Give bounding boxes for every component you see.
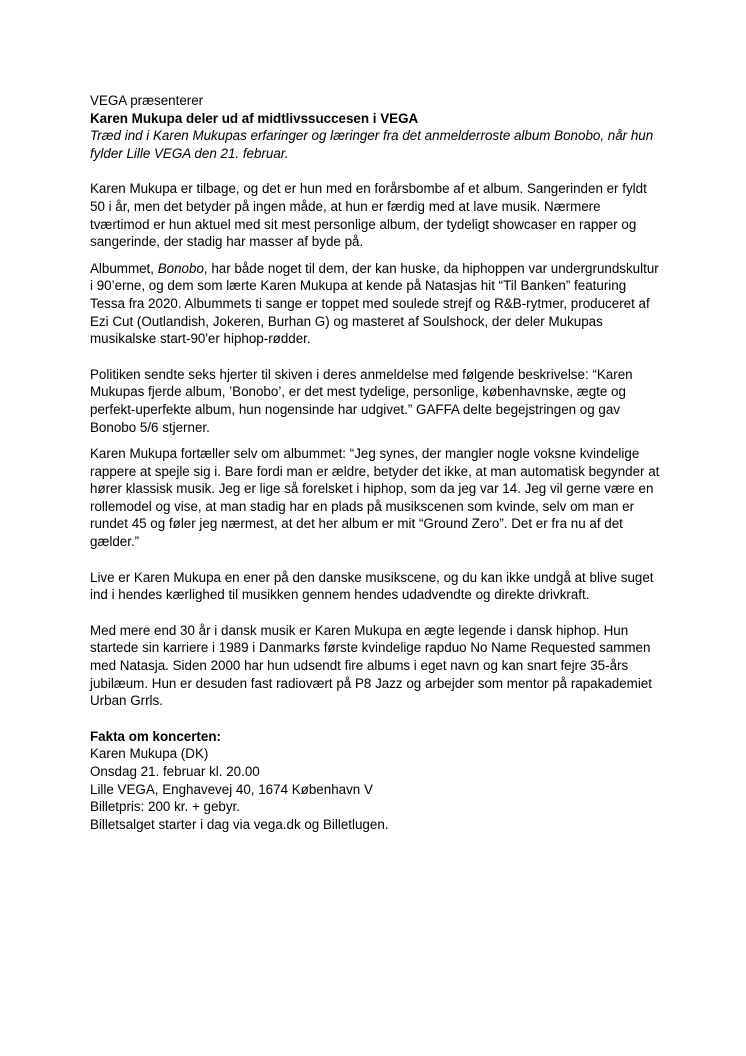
presenter-line: VEGA præsenterer: [90, 93, 204, 108]
facts-line-venue: Lille VEGA, Enghavevej 40, 1674 København V: [90, 781, 373, 797]
paragraph-career: Med mere end 30 år i dansk musik er Karen Mukupa en ægte legende i dansk hiphop. Hun startede sin karriere i 1989 i Danmarks første kvindelige rapduo No Name Requested sammen med Natasja. Siden 2000 har hun udsendt fire albums i eget navn og kan snart fejre 35-års jubilæum. Hun er desuden fast radiovært på P8 Jazz og arbejder som mentor på rapakademiet Urban Grrls.: [90, 622, 652, 709]
paragraph-album: [90, 260, 660, 348]
album-title: Bonobo: [157, 260, 204, 276]
facts-line-sale: Billetsalget starter i dag via vega.dk og Billetlugen.: [90, 816, 389, 832]
paragraph-album-before: Albummet,: [90, 260, 158, 276]
headline: Karen Mukupa deler ud af midtlivssuccesen i VEGA: [90, 110, 419, 126]
press-release: [90, 92, 660, 833]
facts-heading: Fakta om koncerten:: [90, 728, 221, 744]
facts-line-price: Billetpris: 200 kr. + gebyr.: [90, 799, 240, 815]
paragraph-intro: Karen Mukupa er tilbage, og det er hun med en forårsbombe af et album. Sangerinden er fyldt 50 i år, men det betyder på ingen måde, at hun er færdig med at lave musik. Nærmere tværtimod er hun aktuel med sit mest personlige album, der tydeligt showcaser en rapper og sangerinde, der stadig har masser af byde på.: [90, 181, 647, 250]
subheadline: Træd ind i Karen Mukupas erfaringer og læringer fra det anmelderroste album Bonobo, når hun fylder Lille VEGA den 21. februar.: [90, 128, 654, 161]
paragraph-quote: Karen Mukupa fortæller selv om albummet: “Jeg synes, der mangler nogle voksne kvindelige rappere at spejle sig i. Bare fordi man er ældre, betyder det ikke, at man automatisk begynder at hører klassisk musik. Jeg er lige så forelsket i hiphop, som da jeg var 14. Jeg vil gerne være en rollemodel og vise, at man stadig har en plads på musikscenen som kvinde, selv om man er rundet 45 og føler jeg nærmest, at det her album er mit “Ground Zero”. Det er fra nu af det gælder.”: [90, 446, 660, 550]
facts-line-date: Onsdag 21. februar kl. 20.00: [90, 764, 260, 779]
paragraph-reviews: Politiken sendte seks hjerter til skiven i deres anmeldelse med følgende beskrivelse: “Karen Mukupas fjerde album, ’Bonobo’, er det mest tydelige, personlige, københavnske, ægte og perfekt-uperfekte album, hun nogensinde har udgivet.” GAFFA delte begejstringen og gav Bonobo 5/6 stjerner.: [90, 366, 633, 435]
paragraph-live: Live er Karen Mukupa en ener på den danske musikscene, og du kan ikke undgå at blive suget ind i hendes kærlighed til musikken gennem hendes udadvendte og direkte drivkraft.: [90, 569, 654, 603]
paragraph-album-after: , har både noget til dem, der kan huske, da hiphoppen var undergrundskultur i 90’erne, og dem som lærte Karen Mukupa at kende på Natasjas hit “Til Banken” featuring Tessa fra 2020. Albummets ti sange er toppet med soulede strejf og R&B-rytmer, produceret af Ezi Cut (Outlandish, Jokeren, Burhan G) og masteret af Soulshock, der deler Mukupas musikalske start-90'er hiphop-rødder.: [90, 260, 659, 347]
facts-line-artist: Karen Mukupa (DK): [90, 746, 209, 762]
